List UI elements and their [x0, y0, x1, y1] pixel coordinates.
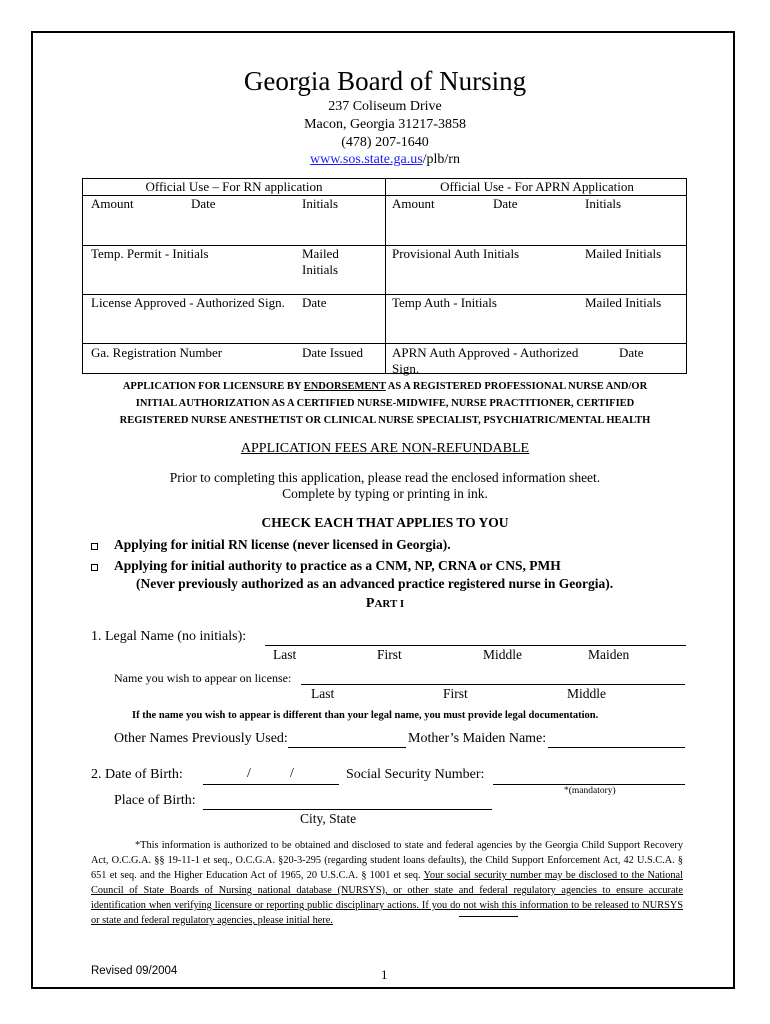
application-heading-line-2: INITIAL AUTHORIZATION AS A CERTIFIED NURSE-MIDWIFE, NURSE PRACTITIONER, CERTIFIED [135, 398, 635, 409]
rn-date2-label: Date [302, 295, 327, 310]
license-last-label: Last [311, 686, 335, 701]
page-title: Georgia Board of Nursing [243, 66, 527, 96]
official-use-table [82, 178, 687, 374]
heading-text: APPLICATION FOR LICENSURE BY [122, 381, 304, 392]
rn-amount-label: Amount [91, 196, 134, 211]
heading-endorsement: ENDORSEMENT [303, 381, 386, 392]
address-line-2: Macon, Georgia 31217-3858 [304, 117, 466, 132]
rn-license-option: Applying for initial RN license (never licensed in Georgia). [114, 537, 451, 552]
rn-date-label: Date [191, 196, 216, 211]
revised-date: Revised 09/2004 [91, 965, 178, 977]
page-number: 1 [381, 967, 388, 982]
ssn-disclosure-paragraph [91, 838, 683, 928]
website-path: /plb/rn [422, 152, 460, 167]
disclosure-underlined-text: Your social security number may be disclosed to the National Council of State Boards of Nursing national database (NURSYS), or other state and federal regulatory agencies to ensure accurate identification when verifying licensure or reporting public disciplinary actions. If you do not wish this information to be released to NURSYS or state and federal regulatory agencies, please initial here. [91, 870, 683, 926]
legal-name-label: 1. Legal Name (no initials): [91, 629, 247, 644]
disclosure-text: *This information is authorized to be obtained and disclosed to state and federal agencies by the Georgia Child Support Recovery Act, O.C.G.A. §§ 19-11-1 et seq., O.C.G.A. §20-3-295 (regarding student loans defaults), the Child Support Enforcement Act, 42 U.S.C.A. § 651 et seq. and the Higher Education Act of 1965, 20 U.S.C.A. § 1001 et seq. [91, 840, 683, 881]
legal-first-label: First [377, 647, 402, 662]
table-divider-vertical [385, 179, 386, 374]
license-name-input[interactable] [301, 684, 685, 685]
license-middle-label: Middle [567, 686, 606, 701]
aprn-authority-option: Applying for initial authority to practice as a CNM, NP, CRNA or CNS, PMH [114, 558, 561, 573]
other-names-label: Other Names Previously Used: [114, 731, 288, 746]
aprn-initials-label: Initials [585, 196, 622, 211]
aprn-mailed-initials-label: Mailed Initials [585, 246, 662, 261]
aprn-authority-checkbox[interactable] [91, 564, 98, 571]
aprn-date-label: Date [493, 196, 518, 211]
place-of-birth-input[interactable] [203, 809, 492, 810]
part-one-heading [0, 596, 770, 612]
heading-text: AS A REGISTERED PROFESSIONAL NURSE AND/OR [385, 381, 648, 392]
phone-number: (478) 207-1640 [341, 135, 429, 150]
license-name-label: Name you wish to appear on license: [114, 671, 292, 685]
dob-label: 2. Date of Birth: [91, 767, 183, 782]
dob-slash: / [247, 766, 251, 781]
check-section-heading: CHECK EACH THAT APPLIES TO YOU [261, 515, 509, 530]
rn-date-issued-label: Date Issued [302, 345, 364, 360]
city-state-label: City, State [300, 811, 357, 826]
aprn-authority-option-note: (Never previously authorized as an advanced practice registered nurse in Georgia). [136, 576, 614, 591]
legal-name-input[interactable] [265, 645, 686, 646]
aprn-table-header: Official Use - For APRN Application [440, 179, 634, 194]
rn-table-header: Official Use – For RN application [145, 179, 323, 194]
website-link[interactable]: www.sos.state.ga.us [310, 152, 423, 167]
aprn-temp-auth-label: Temp Auth - Initials [392, 295, 497, 310]
website-url [0, 152, 770, 168]
license-first-label: First [443, 686, 468, 701]
legal-last-label: Last [273, 647, 297, 662]
ssn-label: Social Security Number: [346, 767, 485, 782]
fees-notice: APPLICATION FEES ARE NON-REFUNDABLE [240, 441, 530, 456]
rn-temp-permit-label: Temp. Permit - Initials [91, 246, 209, 261]
address-line-1: 237 Coliseum Drive [328, 99, 442, 114]
application-heading-line-3: REGISTERED NURSE ANESTHETIST OR CLINICAL NURSE SPECIALIST, PSYCHIATRIC/MENTAL HEALTH [119, 415, 651, 426]
instructions-line-1: Prior to completing this application, please read the enclosed information sheet. [169, 470, 601, 485]
rn-initials-label: Initials [302, 196, 339, 211]
application-heading-line-1 [0, 378, 770, 395]
rn-mailed-initials-label: Mailed Initials [302, 246, 339, 277]
place-of-birth-label: Place of Birth: [114, 793, 196, 808]
legal-middle-label: Middle [483, 647, 522, 662]
rn-ga-registration-label: Ga. Registration Number [91, 345, 223, 360]
initial-here-input[interactable] [459, 916, 518, 917]
ssn-input[interactable] [493, 784, 685, 785]
legal-maiden-label: Maiden [588, 647, 630, 662]
dob-slash: / [290, 766, 294, 781]
ssn-mandatory-note: *(mandatory) [564, 786, 616, 796]
aprn-approved-label: APRN Auth Approved - Authorized Sign. [392, 345, 579, 376]
rn-license-checkbox[interactable] [91, 543, 98, 550]
aprn-mailed-initials2-label: Mailed Initials [585, 295, 662, 310]
part-rest: ART I [374, 598, 405, 610]
rn-license-approved-label: License Approved - Authorized Sign. [91, 295, 285, 310]
part-initial: P [365, 596, 375, 611]
instructions-line-2: Complete by typing or printing in ink. [282, 486, 488, 501]
aprn-approved-date-label: Date [619, 345, 644, 360]
table-divider [83, 343, 686, 344]
aprn-amount-label: Amount [392, 196, 435, 211]
mothers-maiden-input[interactable] [548, 747, 685, 748]
name-documentation-note: If the name you wish to appear is different than your legal name, you must provide legal documentation. [132, 710, 599, 721]
dob-input[interactable] [203, 784, 339, 785]
mothers-maiden-label: Mother’s Maiden Name: [408, 731, 547, 746]
other-names-input[interactable] [288, 747, 406, 748]
aprn-provisional-label: Provisional Auth Initials [392, 246, 520, 261]
